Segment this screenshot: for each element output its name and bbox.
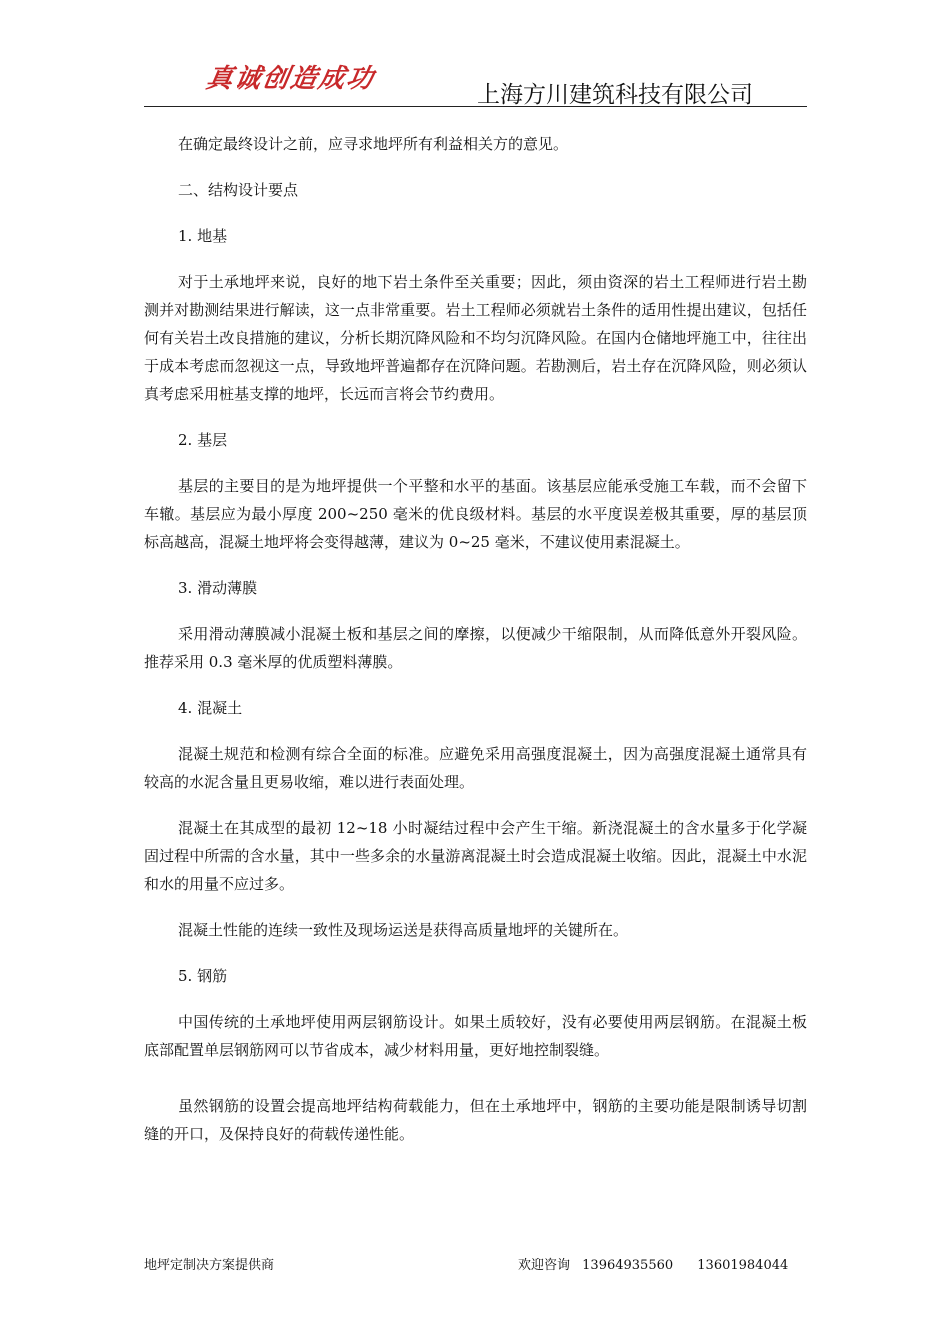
page-header: [0, 0, 950, 110]
paragraph-reinforcement-design: 中国传统的土承地坪使用两层钢筋设计。如果土质较好，没有必要使用两层钢筋。在混凝土板底部配置单层钢筋网可以节省成本，减少材料用量，更好地控制裂缝。: [144, 1013, 807, 1059]
subsection-heading-5: 5. 钢筋: [178, 967, 228, 985]
paragraph-concrete-shrinkage: 混凝土在其成型的最初 12~18 小时凝结过程中会产生干缩。新浇混凝土的含水量多于化学凝固过程中所需的含水量，其中一些多余的水量游离混凝土时会造成混凝土收缩。因此，混凝土中水泥和水的用量不应过多。: [144, 819, 807, 893]
footer-tagline: 地坪定制决方案提供商: [144, 1258, 275, 1273]
paragraph-concrete-consistency: 混凝土性能的连续一致性及现场运送是获得高质量地坪的关键所在。: [178, 921, 629, 939]
paragraph-concrete-standard: 混凝土规范和检测有综合全面的标准。应避免采用高强度混凝土，因为高强度混凝土通常具有较高的水泥含量且更易收缩，难以进行表面处理。: [144, 745, 807, 791]
page-footer: [0, 1250, 950, 1280]
footer-contact: [518, 1254, 788, 1273]
paragraph-base-layer: 基层的主要目的是为地坪提供一个平整和水平的基面。该基层应能承受施工车载，而不会留下车辙。基层应为最小厚度 200~250 毫米的优良级材料。基层的水平度误差极其重要，厚的基层顶标高越高，混凝土地坪将会变得越薄，建议为 0~25 毫米，不建议使用素混凝土。: [144, 477, 807, 551]
contact-label: 欢迎咨询: [518, 1258, 571, 1273]
section-heading: 二、结构设计要点: [178, 181, 299, 199]
paragraph-reinforcement-function: 虽然钢筋的设置会提高地坪结构荷载能力，但在土承地坪中，钢筋的主要功能是限制诱导切割缝的开口，及保持良好的荷载传递性能。: [144, 1097, 807, 1143]
slogan-logo: 真诚创造成功: [203, 64, 378, 94]
phone-number-2: 13601984044: [697, 1258, 789, 1273]
paragraph-intro: 在确定最终设计之前，应寻求地坪所有利益相关方的意见。: [178, 135, 569, 153]
company-name: 上海方川建筑科技有限公司: [477, 82, 753, 108]
subsection-heading-2: 2. 基层: [178, 431, 228, 449]
phone-number-1: 13964935560: [582, 1258, 674, 1273]
subsection-heading-4: 4. 混凝土: [178, 699, 243, 717]
subsection-heading-3: 3. 滑动薄膜: [178, 579, 258, 597]
paragraph-foundation: 对于土承地坪来说，良好的地下岩土条件至关重要；因此，须由资深的岩土工程师进行岩土勘测并对勘测结果进行解读，这一点非常重要。岩土工程师必须就岩土条件的适用性提出建议，包括任何有关岩土改良措施的建议，分析长期沉降风险和不均匀沉降风险。在国内仓储地坪施工中，往往出于成本考虑而忽视这一点，导致地坪普遍都存在沉降问题。若勘测后，岩土存在沉降风险，则必须认真考虑采用桩基支撑的地坪，长远而言将会节约费用。: [144, 273, 807, 403]
header-divider: [144, 106, 807, 107]
document-body: [144, 128, 807, 1148]
paragraph-slip-membrane: 采用滑动薄膜减小混凝土板和基层之间的摩擦，以便减少干缩限制，从而降低意外开裂风险。推荐采用 0.3 毫米厚的优质塑料薄膜。: [144, 625, 807, 671]
subsection-heading-1: 1. 地基: [178, 227, 228, 245]
